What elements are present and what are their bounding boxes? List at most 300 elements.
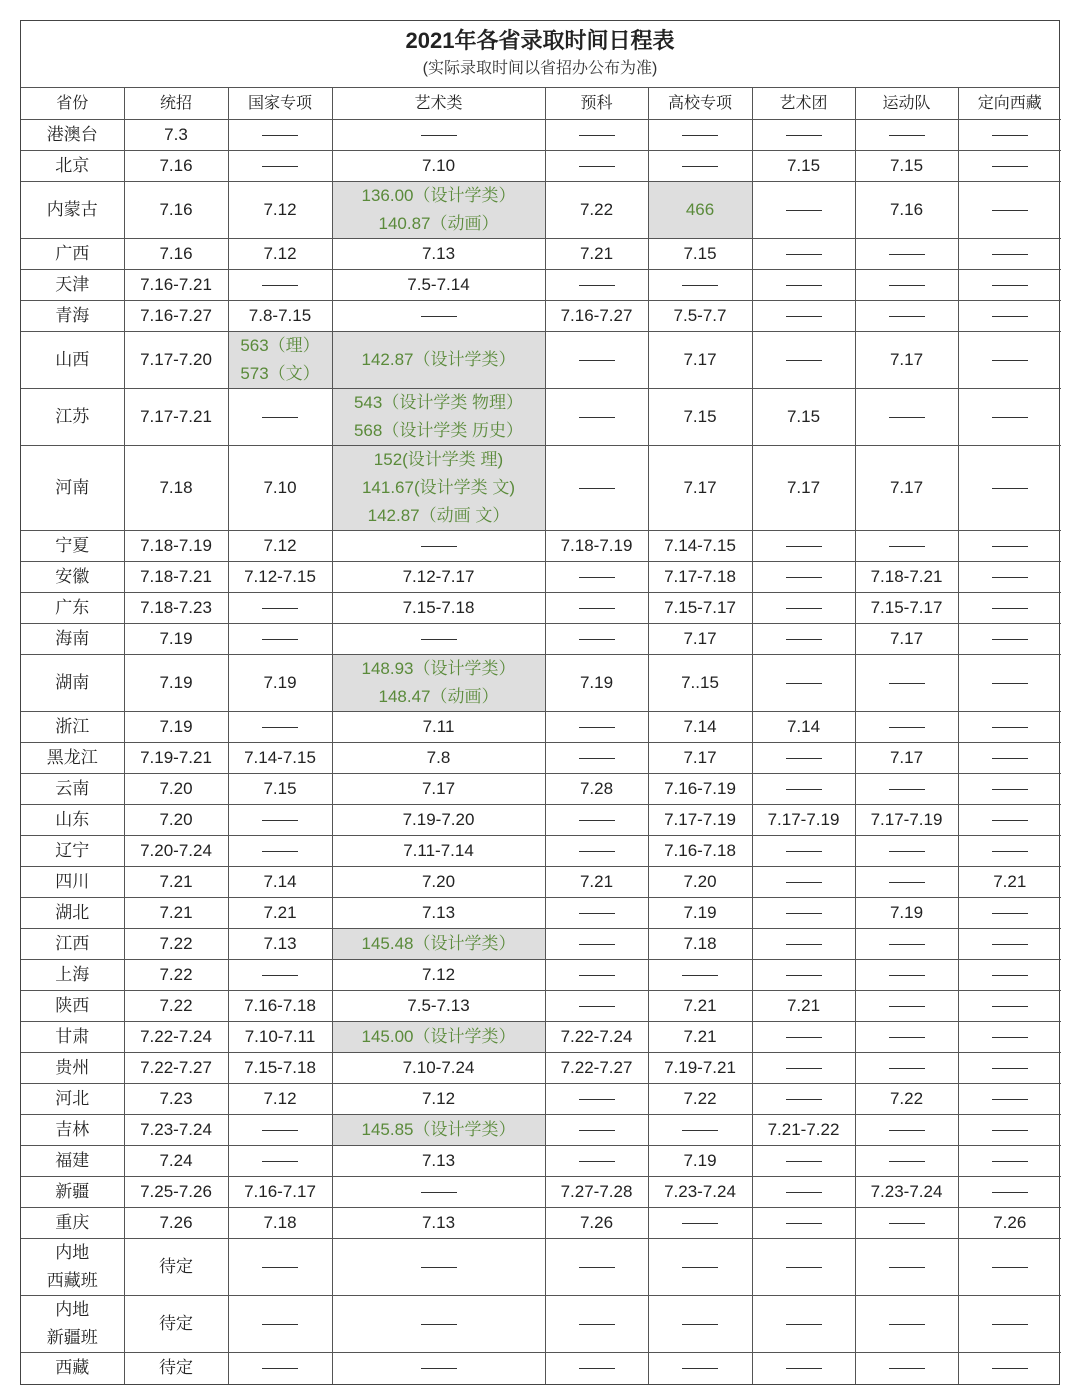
dash-mark xyxy=(992,546,1028,547)
table-cell xyxy=(958,120,1061,151)
table-cell xyxy=(228,1239,332,1296)
table-cell: 7.12 xyxy=(228,182,332,239)
table-cell xyxy=(855,867,958,898)
dash-mark xyxy=(262,1161,298,1162)
header-row xyxy=(21,88,1061,120)
dash-mark xyxy=(682,1267,718,1268)
dash-mark xyxy=(786,882,822,883)
dash-mark xyxy=(262,975,298,976)
header-cell: 省份 xyxy=(21,88,124,120)
dash-mark xyxy=(682,1223,718,1224)
dash-mark xyxy=(992,577,1028,578)
table-cell: 7.10-7.11 xyxy=(228,1022,332,1053)
dash-mark xyxy=(786,135,822,136)
table-cell: 7.23 xyxy=(124,1084,228,1115)
table-cell: 7.23-7.24 xyxy=(855,1177,958,1208)
province-cell: 河北 xyxy=(21,1084,124,1115)
table-cell xyxy=(545,270,648,301)
table-cell: 145.85（设计学类） xyxy=(332,1115,545,1146)
dash-mark xyxy=(786,1161,822,1162)
table-cell: 7.17-7.19 xyxy=(855,805,958,836)
table-cell xyxy=(855,774,958,805)
table-cell xyxy=(545,332,648,389)
dash-mark xyxy=(421,316,457,317)
table-cell xyxy=(855,655,958,712)
table-cell xyxy=(855,389,958,446)
cell-line: 新疆班 xyxy=(46,1328,98,1347)
table-cell xyxy=(545,836,648,867)
dash-mark xyxy=(992,683,1028,684)
table-cell: 7.22 xyxy=(124,960,228,991)
table-cell xyxy=(545,960,648,991)
table-cell xyxy=(228,836,332,867)
table-cell: 7.21 xyxy=(648,991,752,1022)
dash-mark xyxy=(262,820,298,821)
table-row xyxy=(21,774,1061,805)
table-cell: 7.16-7.17 xyxy=(228,1177,332,1208)
table-row xyxy=(21,151,1061,182)
cell-line: 148.47（动画） xyxy=(378,687,499,706)
table-cell: 7.22 xyxy=(124,929,228,960)
dash-mark xyxy=(579,135,615,136)
table-cell: 7.12 xyxy=(332,1084,545,1115)
table-cell xyxy=(958,151,1061,182)
table-cell xyxy=(228,332,332,389)
dash-mark xyxy=(421,1324,457,1325)
dash-mark xyxy=(421,1267,457,1268)
table-cell: 7.12 xyxy=(228,531,332,562)
table-cell: 7.11-7.14 xyxy=(332,836,545,867)
dash-mark xyxy=(889,417,925,418)
table-cell: 待定 xyxy=(124,1239,228,1296)
province-cell xyxy=(21,1296,124,1353)
dash-mark xyxy=(262,135,298,136)
table-row xyxy=(21,593,1061,624)
dash-mark xyxy=(992,1161,1028,1162)
table-cell: 7.21 xyxy=(752,991,855,1022)
province-cell: 广东 xyxy=(21,593,124,624)
table-cell: 7.14 xyxy=(228,867,332,898)
table-cell: 142.87（设计学类） xyxy=(332,332,545,389)
table-cell xyxy=(752,774,855,805)
dash-mark xyxy=(579,1099,615,1100)
table-cell xyxy=(752,593,855,624)
table-cell xyxy=(958,1022,1061,1053)
table-cell: 7.20 xyxy=(124,774,228,805)
dash-mark xyxy=(992,1192,1028,1193)
dash-mark xyxy=(786,913,822,914)
dash-mark xyxy=(992,1099,1028,1100)
table-cell xyxy=(855,1353,958,1384)
table-cell: 7.21-7.22 xyxy=(752,1115,855,1146)
dash-mark xyxy=(262,608,298,609)
table-cell: 7.20-7.24 xyxy=(124,836,228,867)
dash-mark xyxy=(262,727,298,728)
dash-mark xyxy=(786,1099,822,1100)
table-cell: 7.8 xyxy=(332,743,545,774)
table-cell xyxy=(855,991,958,1022)
table-cell xyxy=(752,624,855,655)
table-cell xyxy=(332,531,545,562)
dash-mark xyxy=(992,1267,1028,1268)
table-cell: 待定 xyxy=(124,1296,228,1353)
table-cell xyxy=(648,120,752,151)
dash-mark xyxy=(992,820,1028,821)
dash-mark xyxy=(682,1130,718,1131)
province-cell: 甘肃 xyxy=(21,1022,124,1053)
table-cell: 7.22-7.24 xyxy=(545,1022,648,1053)
dash-mark xyxy=(262,417,298,418)
table-cell: 7.22-7.24 xyxy=(124,1022,228,1053)
dash-mark xyxy=(889,546,925,547)
province-cell: 安徽 xyxy=(21,562,124,593)
table-cell xyxy=(545,593,648,624)
table-cell xyxy=(648,1208,752,1239)
dash-mark xyxy=(889,1068,925,1069)
table-cell: 待定 xyxy=(124,1353,228,1384)
table-cell xyxy=(228,389,332,446)
table-row xyxy=(21,1239,1061,1296)
table-cell xyxy=(545,624,648,655)
schedule-table xyxy=(21,88,1061,1384)
table-cell xyxy=(545,1239,648,1296)
table-cell: 7.24 xyxy=(124,1146,228,1177)
table-cell: 7.19 xyxy=(648,898,752,929)
dash-mark xyxy=(786,210,822,211)
table-cell: 7.26 xyxy=(124,1208,228,1239)
dash-mark xyxy=(262,639,298,640)
table-cell: 7.16 xyxy=(124,182,228,239)
dash-mark xyxy=(992,789,1028,790)
dash-mark xyxy=(579,1267,615,1268)
province-cell: 天津 xyxy=(21,270,124,301)
dash-mark xyxy=(262,1368,298,1369)
table-cell: 7.19 xyxy=(228,655,332,712)
table-cell: 7.10 xyxy=(332,151,545,182)
table-cell xyxy=(752,1084,855,1115)
table-cell xyxy=(332,182,545,239)
table-cell xyxy=(958,1146,1061,1177)
table-cell: 7.22 xyxy=(124,991,228,1022)
province-cell: 云南 xyxy=(21,774,124,805)
table-cell xyxy=(855,270,958,301)
table-cell xyxy=(752,1022,855,1053)
table-cell xyxy=(752,1296,855,1353)
dash-mark xyxy=(786,608,822,609)
province-cell: 江苏 xyxy=(21,389,124,446)
table-cell xyxy=(648,1239,752,1296)
dash-mark xyxy=(992,254,1028,255)
province-cell: 北京 xyxy=(21,151,124,182)
table-cell: 7.12-7.15 xyxy=(228,562,332,593)
table-cell: 7.27-7.28 xyxy=(545,1177,648,1208)
table-cell: 7.17 xyxy=(648,624,752,655)
cell-line: 573（文） xyxy=(240,364,320,383)
table-cell xyxy=(332,446,545,531)
page-title: 2021年各省录取时间日程表 xyxy=(405,28,675,53)
table-cell: 7.18-7.21 xyxy=(124,562,228,593)
dash-mark xyxy=(889,789,925,790)
dash-mark xyxy=(579,1130,615,1131)
dash-mark xyxy=(889,1223,925,1224)
header-cell: 高校专项 xyxy=(648,88,752,120)
table-cell xyxy=(332,120,545,151)
table-cell xyxy=(752,1208,855,1239)
cell-line: 563（理） xyxy=(240,336,320,355)
dash-mark xyxy=(682,975,718,976)
table-cell xyxy=(752,1146,855,1177)
table-cell xyxy=(958,1084,1061,1115)
table-cell xyxy=(855,531,958,562)
table-cell: 7.17 xyxy=(855,332,958,389)
table-cell: 7.10 xyxy=(228,446,332,531)
dash-mark xyxy=(889,944,925,945)
table-cell xyxy=(332,1296,545,1353)
province-cell xyxy=(21,1239,124,1296)
table-cell xyxy=(545,1296,648,1353)
table-row xyxy=(21,182,1061,239)
table-cell xyxy=(958,1115,1061,1146)
table-cell: 7.16 xyxy=(855,182,958,239)
table-cell: 7.19 xyxy=(124,712,228,743)
dash-mark xyxy=(786,1192,822,1193)
dash-mark xyxy=(889,1006,925,1007)
table-cell xyxy=(752,960,855,991)
province-cell: 贵州 xyxy=(21,1053,124,1084)
table-cell: 7.17 xyxy=(752,446,855,531)
table-cell xyxy=(228,960,332,991)
table-cell xyxy=(545,1115,648,1146)
table-cell xyxy=(958,270,1061,301)
table-row xyxy=(21,531,1061,562)
header-cell: 预科 xyxy=(545,88,648,120)
table-cell xyxy=(648,1115,752,1146)
dash-mark xyxy=(579,851,615,852)
dash-mark xyxy=(786,683,822,684)
table-cell xyxy=(228,805,332,836)
table-row xyxy=(21,446,1061,531)
table-cell xyxy=(228,151,332,182)
dash-mark xyxy=(421,1192,457,1193)
table-cell: 7.15 xyxy=(648,239,752,270)
table-cell: 7.20 xyxy=(124,805,228,836)
dash-mark xyxy=(889,1368,925,1369)
table-row xyxy=(21,929,1061,960)
table-cell: 7.16 xyxy=(124,239,228,270)
table-cell: 7.12 xyxy=(228,1084,332,1115)
dash-mark xyxy=(579,758,615,759)
dash-mark xyxy=(262,1267,298,1268)
table-cell: 7.18-7.19 xyxy=(545,531,648,562)
province-cell: 湖北 xyxy=(21,898,124,929)
dash-mark xyxy=(992,608,1028,609)
table-cell xyxy=(228,593,332,624)
table-cell: 7.10-7.24 xyxy=(332,1053,545,1084)
table-cell: 7.5-7.14 xyxy=(332,270,545,301)
table-cell: 7.22 xyxy=(648,1084,752,1115)
table-cell xyxy=(752,1177,855,1208)
table-cell xyxy=(228,624,332,655)
table-cell: 7.17 xyxy=(648,332,752,389)
province-cell: 黑龙江 xyxy=(21,743,124,774)
page-subtitle: (实际录取时间以省招办公布为准) xyxy=(422,60,658,77)
province-cell: 新疆 xyxy=(21,1177,124,1208)
table-cell: 7.19 xyxy=(124,624,228,655)
table-cell xyxy=(228,270,332,301)
table-body xyxy=(21,120,1061,1384)
table-cell xyxy=(958,655,1061,712)
table-cell: 7.19-7.20 xyxy=(332,805,545,836)
table-cell xyxy=(648,1296,752,1353)
province-cell: 重庆 xyxy=(21,1208,124,1239)
table-cell: 7.16-7.18 xyxy=(228,991,332,1022)
dash-mark xyxy=(262,285,298,286)
table-cell: 7.26 xyxy=(958,1208,1061,1239)
table-cell xyxy=(545,1353,648,1384)
table-cell: 7.15-7.18 xyxy=(332,593,545,624)
cell-line: 543（设计学类 物理） xyxy=(353,393,524,412)
table-cell: 7.17-7.21 xyxy=(124,389,228,446)
table-cell: 7.3 xyxy=(124,120,228,151)
table-cell xyxy=(545,743,648,774)
table-cell xyxy=(855,929,958,960)
dash-mark xyxy=(992,1324,1028,1325)
dash-mark xyxy=(262,166,298,167)
dash-mark xyxy=(889,851,925,852)
table-cell xyxy=(545,805,648,836)
table-cell xyxy=(545,446,648,531)
dash-mark xyxy=(889,135,925,136)
province-cell: 吉林 xyxy=(21,1115,124,1146)
table-cell: 7.16-7.27 xyxy=(124,301,228,332)
table-cell xyxy=(332,655,545,712)
dash-mark xyxy=(992,135,1028,136)
dash-mark xyxy=(992,1037,1028,1038)
dash-mark xyxy=(579,1324,615,1325)
dash-mark xyxy=(579,1161,615,1162)
table-cell xyxy=(958,1353,1061,1384)
header-cell: 艺术类 xyxy=(332,88,545,120)
dash-mark xyxy=(421,1368,457,1369)
table-row xyxy=(21,867,1061,898)
table-cell: 7.22 xyxy=(855,1084,958,1115)
table-row xyxy=(21,712,1061,743)
dash-mark xyxy=(786,789,822,790)
table-cell xyxy=(752,239,855,270)
table-row xyxy=(21,1022,1061,1053)
cell-line: 136.00（设计学类） xyxy=(361,186,516,205)
table-row xyxy=(21,1177,1061,1208)
province-cell: 海南 xyxy=(21,624,124,655)
dash-mark xyxy=(579,913,615,914)
table-cell: 7.19-7.21 xyxy=(124,743,228,774)
province-cell: 山西 xyxy=(21,332,124,389)
dash-mark xyxy=(682,166,718,167)
table-cell: 7.17-7.20 xyxy=(124,332,228,389)
dash-mark xyxy=(682,135,718,136)
cell-line: 152(设计学类 理) xyxy=(373,450,504,469)
table-cell: 7.11 xyxy=(332,712,545,743)
dash-mark xyxy=(992,285,1028,286)
table-cell xyxy=(752,1353,855,1384)
table-cell xyxy=(855,836,958,867)
table-cell: 7.18-7.19 xyxy=(124,531,228,562)
dash-mark xyxy=(682,1368,718,1369)
dash-mark xyxy=(889,254,925,255)
table-cell xyxy=(545,712,648,743)
dash-mark xyxy=(889,1324,925,1325)
table-cell xyxy=(958,805,1061,836)
table-cell xyxy=(958,898,1061,929)
table-cell xyxy=(648,1353,752,1384)
table-row xyxy=(21,991,1061,1022)
table-cell: 7.14-7.15 xyxy=(648,531,752,562)
dash-mark xyxy=(682,1324,718,1325)
province-cell: 西藏 xyxy=(21,1353,124,1384)
table-cell xyxy=(855,1022,958,1053)
table-cell: 7.15 xyxy=(855,151,958,182)
dash-mark xyxy=(579,1368,615,1369)
table-cell: 7.17 xyxy=(855,743,958,774)
table-cell xyxy=(228,1115,332,1146)
table-cell: 7.17-7.19 xyxy=(648,805,752,836)
table-cell xyxy=(752,898,855,929)
dash-mark xyxy=(786,1037,822,1038)
dash-mark xyxy=(786,285,822,286)
table-row xyxy=(21,1353,1061,1384)
table-cell: 7.17 xyxy=(332,774,545,805)
table-cell: 7.18-7.21 xyxy=(855,562,958,593)
table-cell: 7.15 xyxy=(752,151,855,182)
table-cell xyxy=(752,743,855,774)
header-cell: 运动队 xyxy=(855,88,958,120)
dash-mark xyxy=(992,758,1028,759)
table-cell: 7.13 xyxy=(228,929,332,960)
table-cell xyxy=(855,1115,958,1146)
dash-mark xyxy=(682,285,718,286)
table-cell xyxy=(752,929,855,960)
province-cell: 河南 xyxy=(21,446,124,531)
table-cell xyxy=(958,182,1061,239)
dash-mark xyxy=(786,577,822,578)
table-cell xyxy=(545,929,648,960)
table-cell xyxy=(958,1239,1061,1296)
table-cell xyxy=(855,301,958,332)
table-cell xyxy=(855,960,958,991)
dash-mark xyxy=(579,727,615,728)
table-cell xyxy=(958,991,1061,1022)
table-row xyxy=(21,301,1061,332)
table-cell: 145.48（设计学类） xyxy=(332,929,545,960)
table-cell: 7.25-7.26 xyxy=(124,1177,228,1208)
table-cell xyxy=(958,446,1061,531)
table-cell: 7.23-7.24 xyxy=(648,1177,752,1208)
cell-line: 568（设计学类 历史） xyxy=(353,421,524,440)
table-cell: 7.15 xyxy=(228,774,332,805)
dash-mark xyxy=(889,316,925,317)
table-cell: 7.15-7.18 xyxy=(228,1053,332,1084)
province-cell: 江西 xyxy=(21,929,124,960)
table-cell xyxy=(752,301,855,332)
table-cell xyxy=(752,655,855,712)
table-cell: 7.5-7.13 xyxy=(332,991,545,1022)
table-cell xyxy=(958,929,1061,960)
table-cell xyxy=(958,1177,1061,1208)
table-cell xyxy=(752,182,855,239)
table-cell xyxy=(958,1053,1061,1084)
table-cell xyxy=(228,1353,332,1384)
province-cell: 辽宁 xyxy=(21,836,124,867)
